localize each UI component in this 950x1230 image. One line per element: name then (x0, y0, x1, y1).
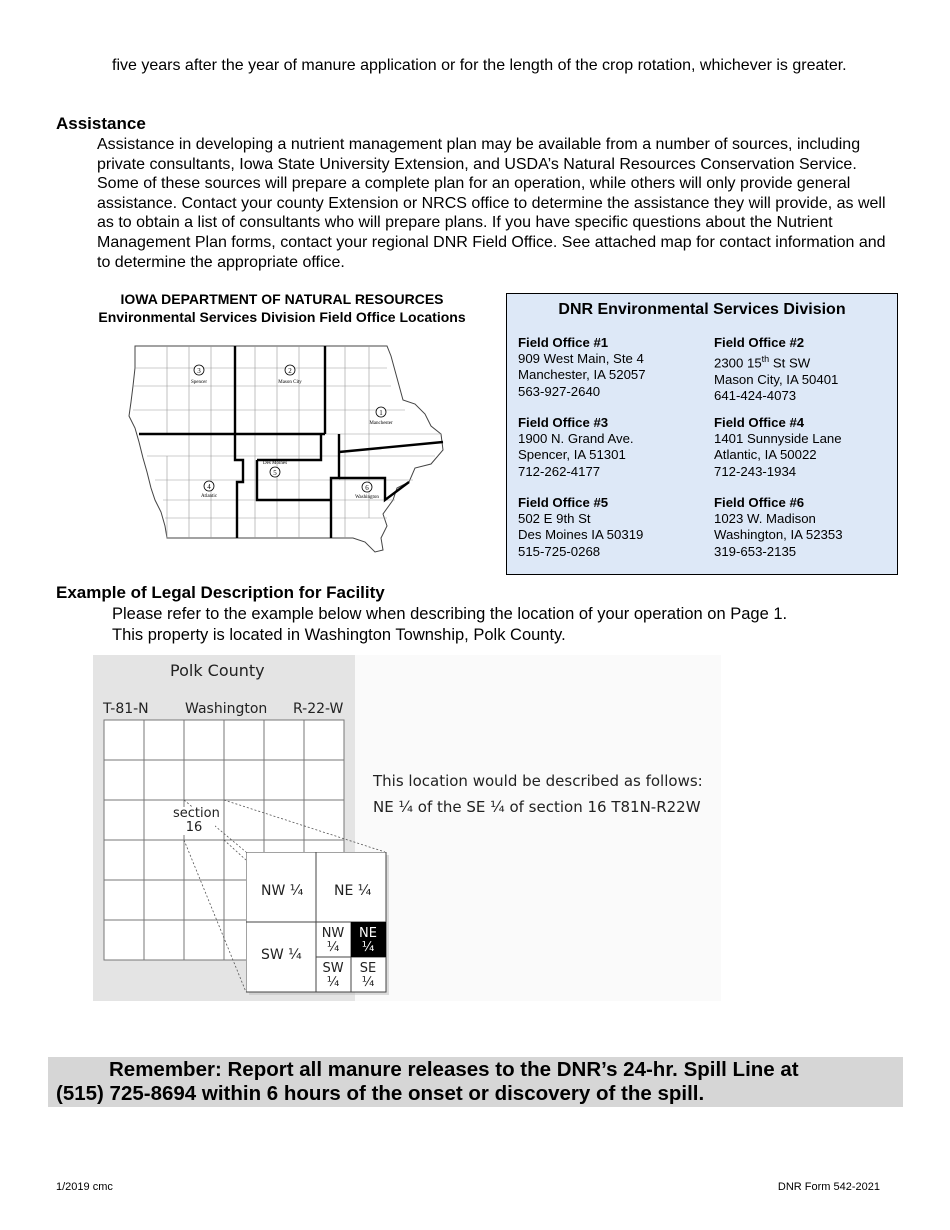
office-marker-number: 6 (365, 484, 369, 492)
continuation-paragraph: five years after the year of manure application or for the length of the crop rotation, whichever is greater. (112, 57, 847, 74)
sw-quarter-label: SW ¼ (261, 947, 302, 963)
sub-sw-label: SW ¼ (322, 961, 344, 990)
field-office-6 (714, 495, 843, 560)
ne-quarter-label: NE ¼ (334, 883, 372, 899)
office-city: Des Moines IA 50319 (518, 527, 644, 543)
example-line2: This property is located in Washington Township, Polk County. (112, 626, 566, 644)
office-city: Mason City, IA 50401 (714, 371, 839, 387)
example-line1: Please refer to the example below when describing the location of your operation on Page 1. (112, 605, 788, 623)
office-marker-city: Spencer (190, 380, 208, 385)
example-heading: Example of Legal Description for Facility (56, 583, 385, 602)
sub-se-label: SE ¼ (359, 961, 377, 990)
dnr-contact-box (506, 293, 898, 575)
caption-line1: This location would be described as follows: (373, 772, 703, 790)
iowa-field-office-map (125, 342, 447, 556)
office-city: Spencer, IA 51301 (518, 447, 626, 463)
office-marker-number: 2 (288, 367, 292, 375)
office-marker-number: 5 (273, 469, 277, 477)
field-office-2 (714, 335, 838, 404)
legal-description-figure (93, 655, 721, 1001)
office-marker-number: 1 (379, 409, 383, 417)
office-address: 909 West Main, Ste 4 (518, 351, 644, 367)
office-address: 1023 W. Madison (714, 511, 816, 527)
assistance-paragraph: Assistance in developing a nutrient management plan may be available from a number of sources, including private consultants, Iowa State University Extension, and USDA’s Natural Resources Conservation Service. Some of these sources will prepare a complete plan for an operation, while others will only provide general assistance. Contact your county Extension or NRCS office to determine the assistance they will provide, as well as to obtain a list of consultants who will prepare plans. If you have specific questions about the Nutrient Management Plan forms, contact your regional DNR Field Office. See attached map for contact information and to determine the appropriate office. (97, 136, 886, 271)
iowa-outline (129, 346, 443, 552)
office-phone: 641-424-4073 (714, 388, 797, 403)
map-title-line1: IOWA DEPARTMENT OF NATURAL RESOURCES (120, 291, 444, 307)
footer-form-number: DNR Form 542-2021 (777, 1181, 880, 1193)
sub-ne-label: NE ¼ (359, 926, 377, 955)
office-address: 2300 15th St SW (714, 354, 811, 371)
office-name: Field Office #6 (714, 495, 805, 510)
caption-line2: NE ¼ of the SE ¼ of section 16 T81N-R22W (373, 798, 701, 816)
office-city: Manchester, IA 52057 (518, 367, 646, 383)
range-label: R-22-W (293, 701, 344, 717)
spill-reminder-banner (48, 1057, 903, 1107)
sub-nw-label: NW ¼ (321, 926, 345, 955)
reminder-line2: (515) 725-8694 within 6 hours of the onset or discovery of the spill. (56, 1082, 705, 1105)
example-paragraph (112, 604, 912, 646)
reminder-line1: Remember: Report all manure releases to the DNR’s 24-hr. Spill Line at (109, 1058, 799, 1081)
township-number-label: T-81-N (103, 701, 149, 717)
field-office-3 (518, 415, 634, 480)
office-city: Atlantic, IA 50022 (714, 447, 817, 463)
office-marker-city: Mason City (278, 380, 302, 385)
field-office-5 (518, 495, 643, 560)
office-name: Field Office #2 (714, 335, 805, 350)
dnr-box-title: DNR Environmental Services Division (558, 301, 846, 318)
footer-date: 1/2019 cmc (56, 1181, 113, 1193)
county-label: Polk County (170, 661, 265, 680)
office-address: 1401 Sunnyside Lane (714, 431, 842, 447)
map-title (62, 290, 502, 326)
assistance-heading: Assistance (56, 114, 146, 133)
office-marker-city: Des Moines (262, 461, 288, 466)
field-office-4 (714, 415, 842, 480)
map-title-line2: Environmental Services Division Field Office Locations (98, 309, 466, 325)
office-address: 1900 N. Grand Ave. (518, 431, 634, 447)
office-name: Field Office #5 (518, 495, 609, 510)
office-name: Field Office #4 (714, 415, 805, 430)
section-label: section 16 (173, 806, 220, 835)
office-marker-city: Washington (355, 495, 379, 500)
field-office-1 (518, 335, 646, 400)
office-phone: 563-927-2640 (518, 383, 601, 399)
office-marker-number: 4 (207, 483, 211, 491)
office-name: Field Office #1 (518, 335, 609, 350)
office-phone: 319-653-2135 (714, 543, 797, 559)
office-marker-number: 3 (197, 367, 201, 375)
office-marker-city: Atlantic (200, 494, 218, 499)
office-name: Field Office #3 (518, 415, 609, 430)
office-phone: 712-243-1934 (714, 463, 797, 479)
office-marker-city: Manchester (369, 421, 393, 426)
office-city: Washington, IA 52353 (714, 527, 843, 543)
township-name-label: Washington (185, 701, 268, 717)
office-address: 502 E 9th St (518, 511, 591, 527)
office-phone: 712-262-4177 (518, 463, 601, 479)
nw-quarter-label: NW ¼ (261, 883, 304, 899)
office-phone: 515-725-0268 (518, 543, 601, 559)
